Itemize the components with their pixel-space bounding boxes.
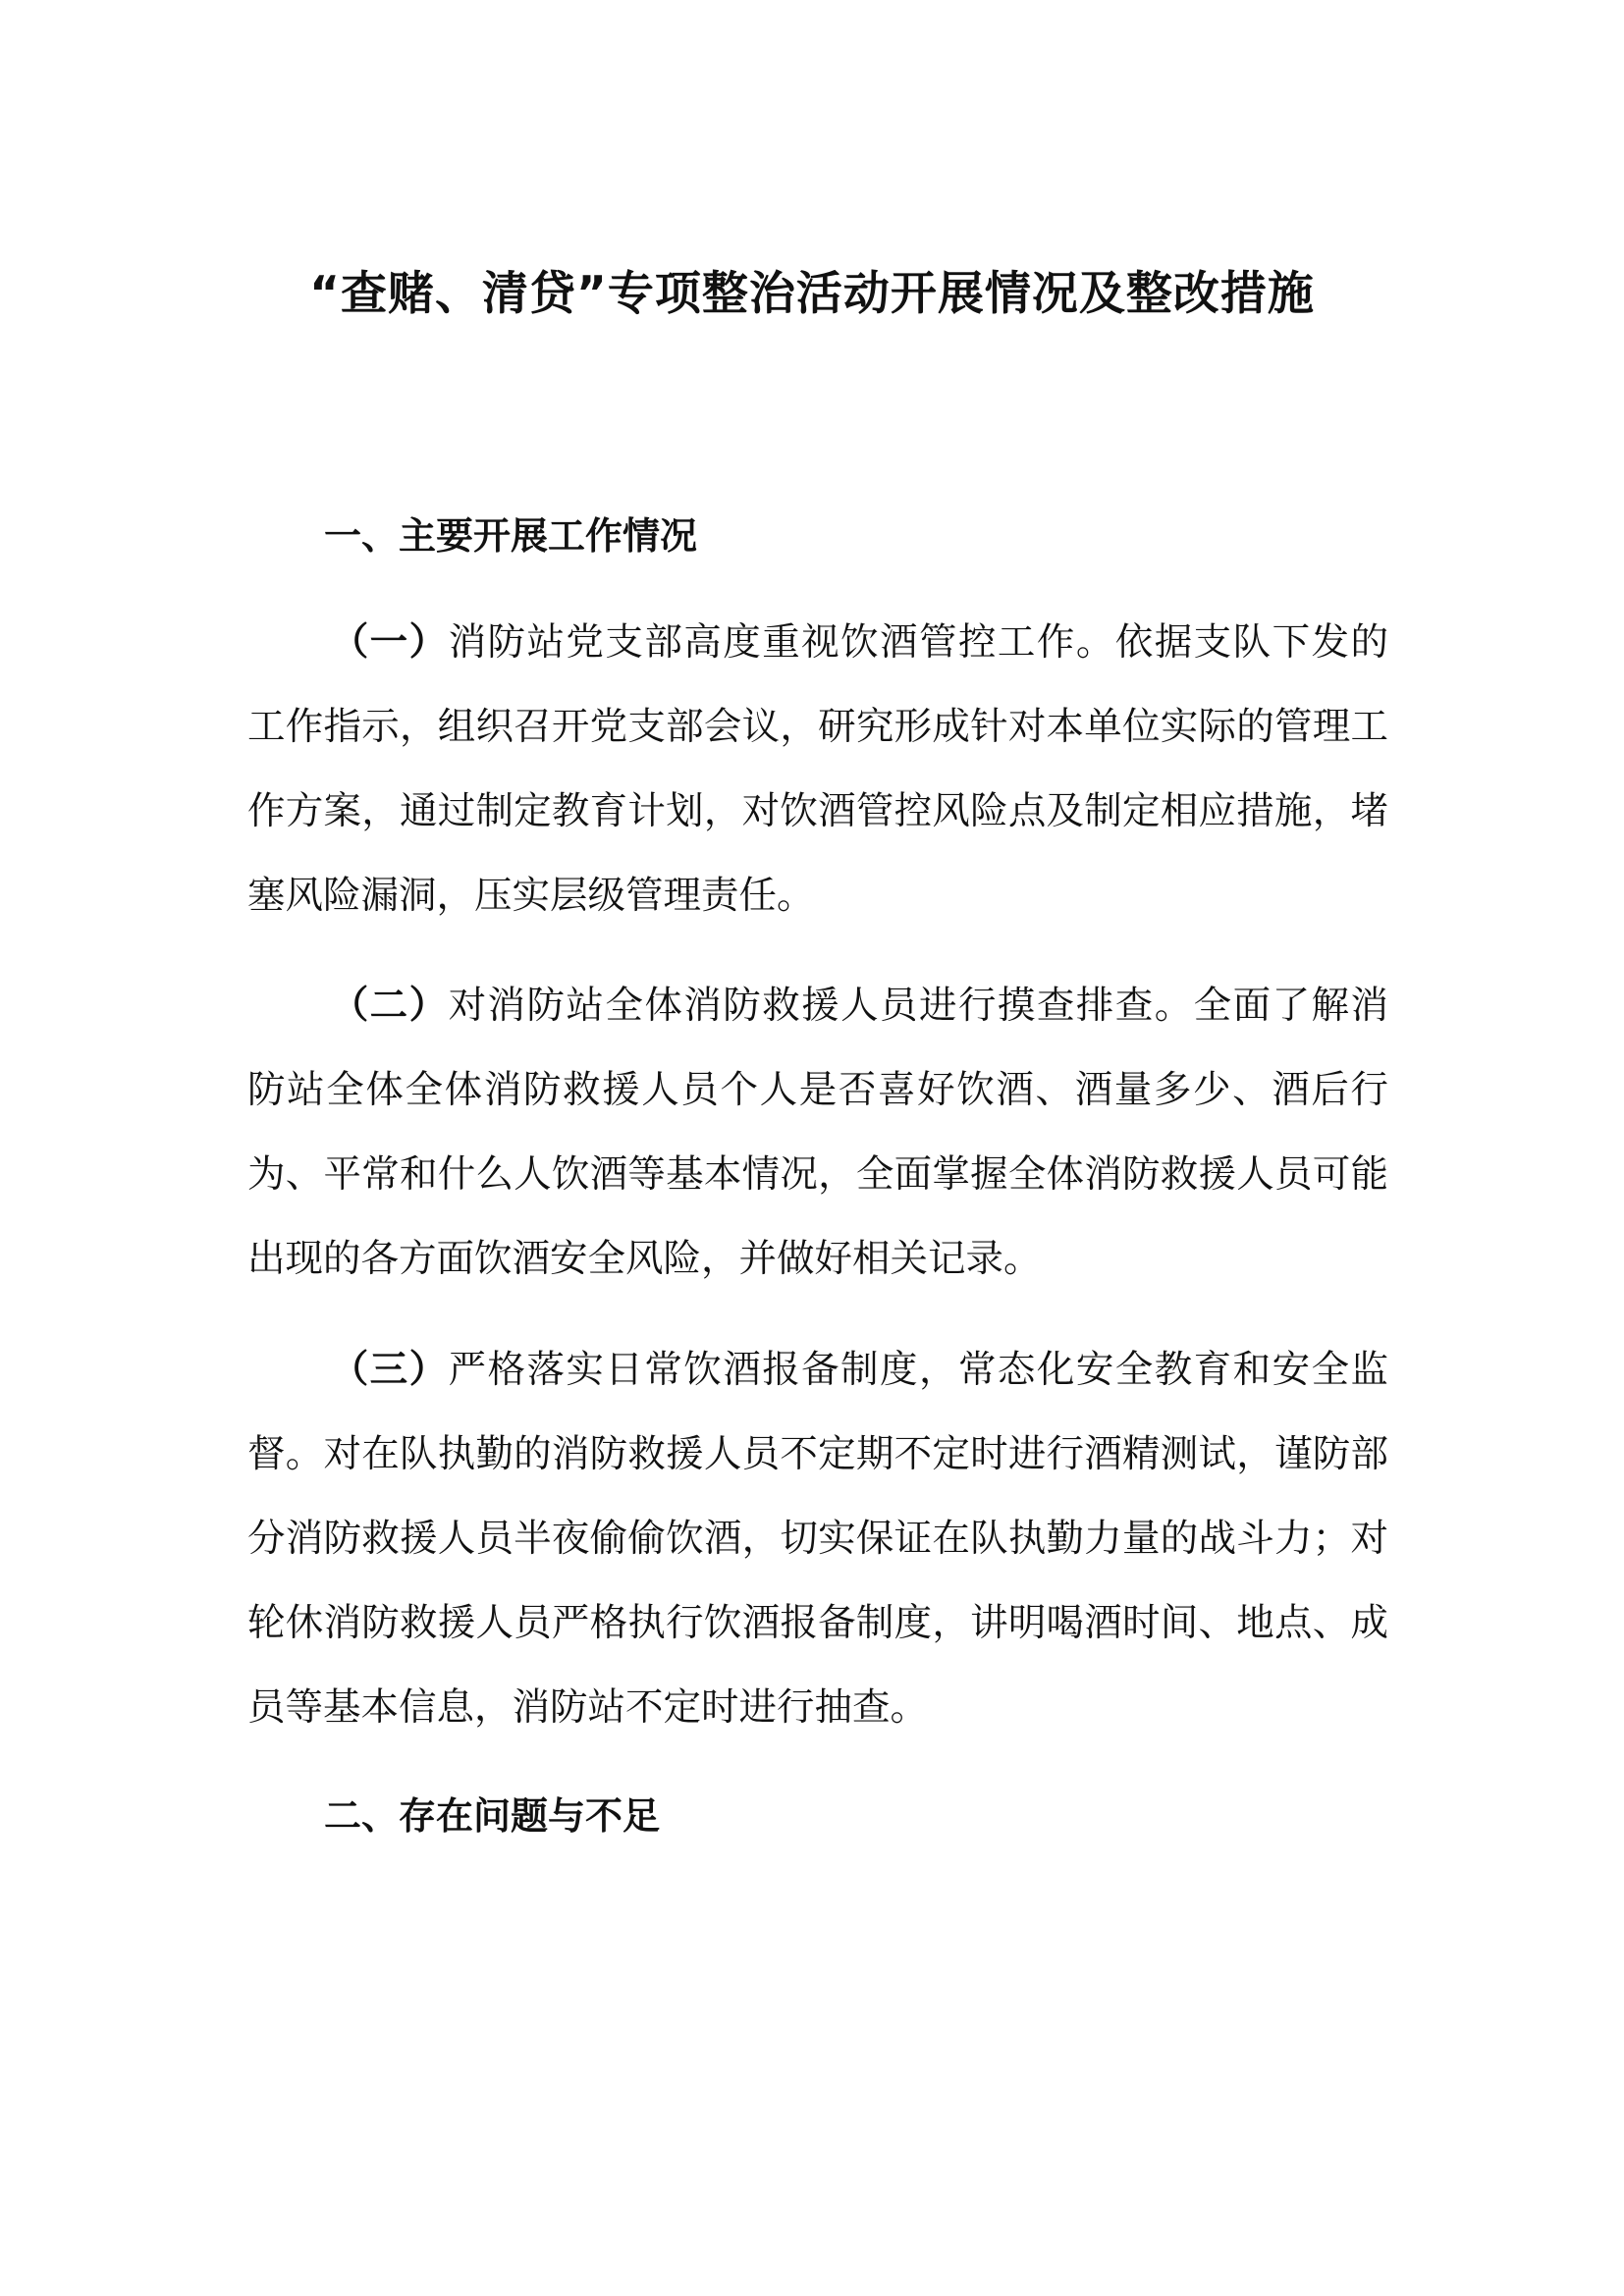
paragraph-3 — [247, 1328, 1388, 1750]
paragraph-text: 对消防站全体消防救援人员进行摸查排查。全面了解消防站全体全体消防救援人员个人是否喜好饮酒、酒量多少、酒后行为、平常和什么人饮酒等基本情况，全面掌握全体消防救援人员可能出现的各方面饮酒安全风险，并做好相关记录。 — [247, 984, 1388, 1281]
paragraph-1 — [247, 601, 1388, 938]
paragraph-label: （一） — [330, 620, 449, 665]
section-heading-2: 二、存在问题与不足 — [324, 1794, 661, 1838]
paragraph-label: （二） — [330, 984, 449, 1028]
document-title: “查赌、清贷”专项整治活动开展情况及整改措施 — [309, 267, 1315, 321]
paragraph-text: 严格落实日常饮酒报备制度，常态化安全教育和安全监督。对在队执勤的消防救援人员不定期不定时进行酒精测试，谨防部分消防救援人员半夜偷偷饮酒，切实保证在队执勤力量的战斗力；对轮休消防救援人员严格执行饮酒报备制度，讲明喝酒时间、地点、成员等基本信息，消防站不定时进行抽查。 — [247, 1348, 1388, 1730]
paragraph-label: （三） — [330, 1348, 449, 1392]
section-heading-1: 一、主要开展工作情况 — [324, 514, 698, 558]
paragraph-2 — [247, 964, 1388, 1302]
paragraph-text: 消防站党支部高度重视饮酒管控工作。依据支队下发的工作指示，组织召开党支部会议，研究形成针对本单位实际的管理工作方案，通过制定教育计划，对饮酒管控风险点及制定相应措施，堵塞风险漏洞，压实层级管理责任。 — [247, 620, 1388, 918]
